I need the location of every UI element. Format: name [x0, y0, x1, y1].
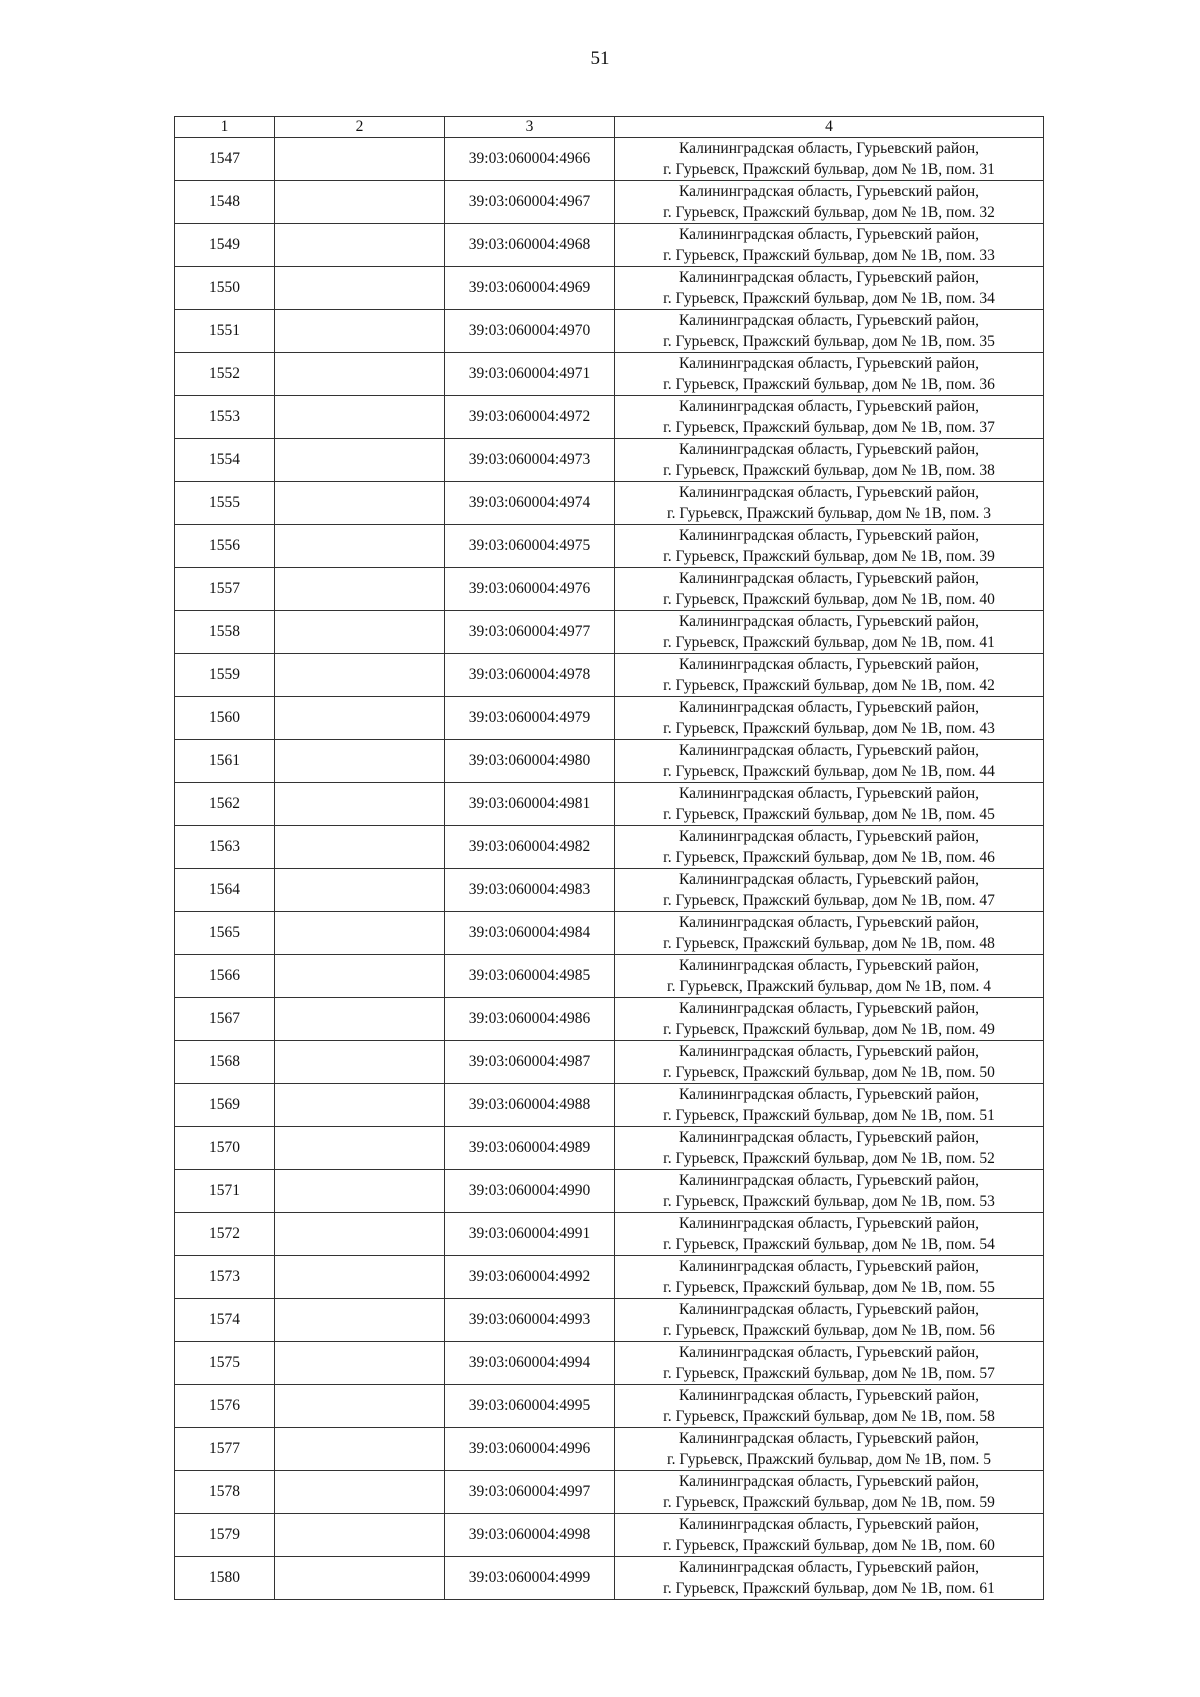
cadastral-number-cell: 39:03:060004:4971 — [445, 353, 615, 396]
cadastral-number-cell: 39:03:060004:4966 — [445, 138, 615, 181]
address-cell — [615, 1213, 1044, 1256]
column-2-cell — [275, 783, 445, 826]
address-line-2: г. Гурьевск, Пражский бульвар, дом № 1В, пом. 58 — [663, 1408, 995, 1425]
address-line-2: г. Гурьевск, Пражский бульвар, дом № 1В, пом. 32 — [663, 204, 995, 221]
cadastral-number-cell: 39:03:060004:4968 — [445, 224, 615, 267]
row-number-cell: 1561 — [175, 740, 275, 783]
row-number-cell: 1574 — [175, 1299, 275, 1342]
row-number-cell: 1576 — [175, 1385, 275, 1428]
table-row — [175, 1471, 1044, 1514]
cadastral-number-cell: 39:03:060004:4985 — [445, 955, 615, 998]
address-cell — [615, 353, 1044, 396]
address-cell — [615, 1170, 1044, 1213]
row-number-cell: 1559 — [175, 654, 275, 697]
address-line-2: г. Гурьевск, Пражский бульвар, дом № 1В, пом. 42 — [663, 677, 995, 694]
cadastral-number-cell: 39:03:060004:4983 — [445, 869, 615, 912]
cadastral-number-cell: 39:03:060004:4982 — [445, 826, 615, 869]
row-number-cell: 1579 — [175, 1514, 275, 1557]
cadastral-number-cell: 39:03:060004:4979 — [445, 697, 615, 740]
table-row — [175, 1256, 1044, 1299]
address-cell — [615, 869, 1044, 912]
address-line-2: г. Гурьевск, Пражский бульвар, дом № 1В, пом. 36 — [663, 376, 995, 393]
column-2-cell — [275, 568, 445, 611]
page-number: 51 — [590, 48, 610, 69]
column-2-cell — [275, 353, 445, 396]
cadastral-number-cell: 39:03:060004:4974 — [445, 482, 615, 525]
row-number-cell: 1580 — [175, 1557, 275, 1600]
column-2-cell — [275, 439, 445, 482]
column-2-cell — [275, 1041, 445, 1084]
address-line-2: г. Гурьевск, Пражский бульвар, дом № 1В, пом. 50 — [663, 1064, 995, 1081]
address-line-2: г. Гурьевск, Пражский бульвар, дом № 1В, пом. 45 — [663, 806, 995, 823]
address-cell — [615, 1557, 1044, 1600]
address-cell — [615, 138, 1044, 181]
address-line-2: г. Гурьевск, Пражский бульвар, дом № 1В, пом. 39 — [663, 548, 995, 565]
row-number-cell: 1553 — [175, 396, 275, 439]
table-row — [175, 1299, 1044, 1342]
table-row — [175, 1385, 1044, 1428]
address-cell — [615, 267, 1044, 310]
column-2-cell — [275, 869, 445, 912]
address-line-1: Калининградская область, Гурьевский район, — [678, 1301, 980, 1318]
table-row — [175, 568, 1044, 611]
address-line-1: Калининградская область, Гурьевский район, — [678, 1258, 980, 1275]
cadastral-number-cell: 39:03:060004:4978 — [445, 654, 615, 697]
address-line-2: г. Гурьевск, Пражский бульвар, дом № 1В, пом. 44 — [663, 763, 995, 780]
table-row — [175, 1041, 1044, 1084]
address-line-2: г. Гурьевск, Пражский бульвар, дом № 1В, пом. 49 — [663, 1021, 995, 1038]
column-2-cell — [275, 654, 445, 697]
cadastral-number-cell: 39:03:060004:4998 — [445, 1514, 615, 1557]
table-row — [175, 783, 1044, 826]
address-cell — [615, 654, 1044, 697]
row-number-cell: 1572 — [175, 1213, 275, 1256]
address-cell — [615, 1514, 1044, 1557]
address-line-2: г. Гурьевск, Пражский бульвар, дом № 1В, пом. 34 — [663, 290, 995, 307]
column-2-cell — [275, 1084, 445, 1127]
table-row — [175, 998, 1044, 1041]
table-row — [175, 181, 1044, 224]
table-row — [175, 912, 1044, 955]
cadastral-number-cell: 39:03:060004:4984 — [445, 912, 615, 955]
address-line-2: г. Гурьевск, Пражский бульвар, дом № 1В, пом. 3 — [667, 505, 991, 522]
column-2-cell — [275, 697, 445, 740]
table-row — [175, 439, 1044, 482]
row-number-cell: 1570 — [175, 1127, 275, 1170]
table-row — [175, 1557, 1044, 1600]
table-row — [175, 138, 1044, 181]
column-2-cell — [275, 396, 445, 439]
address-line-2: г. Гурьевск, Пражский бульвар, дом № 1В, пом. 54 — [663, 1236, 995, 1253]
row-number-cell: 1550 — [175, 267, 275, 310]
cadastral-number-cell: 39:03:060004:4989 — [445, 1127, 615, 1170]
address-line-1: Калининградская область, Гурьевский район, — [678, 1129, 980, 1146]
cadastral-number-cell: 39:03:060004:4969 — [445, 267, 615, 310]
address-cell — [615, 1256, 1044, 1299]
address-line-2: г. Гурьевск, Пражский бульвар, дом № 1В, пом. 41 — [663, 634, 995, 651]
cadastral-number-cell: 39:03:060004:4972 — [445, 396, 615, 439]
address-cell — [615, 1084, 1044, 1127]
column-2-cell — [275, 138, 445, 181]
address-cell — [615, 1471, 1044, 1514]
table-row — [175, 1170, 1044, 1213]
cadastral-number-cell: 39:03:060004:4993 — [445, 1299, 615, 1342]
address-line-1: Калининградская область, Гурьевский район, — [678, 355, 980, 372]
address-line-2: г. Гурьевск, Пражский бульвар, дом № 1В, пом. 59 — [663, 1494, 995, 1511]
column-2-cell — [275, 998, 445, 1041]
cadastral-number-cell: 39:03:060004:4986 — [445, 998, 615, 1041]
column-2-cell — [275, 1299, 445, 1342]
address-cell — [615, 955, 1044, 998]
address-cell — [615, 181, 1044, 224]
column-2-cell — [275, 1213, 445, 1256]
address-line-1: Калининградская область, Гурьевский район, — [678, 1559, 980, 1576]
column-2-cell — [275, 1127, 445, 1170]
table-row — [175, 1514, 1044, 1557]
column-2-cell — [275, 1342, 445, 1385]
address-cell — [615, 396, 1044, 439]
header-col-2: 2 — [275, 117, 445, 138]
address-line-2: г. Гурьевск, Пражский бульвар, дом № 1В, пом. 48 — [663, 935, 995, 952]
address-line-2: г. Гурьевск, Пражский бульвар, дом № 1В, пом. 47 — [663, 892, 995, 909]
header-col-3: 3 — [445, 117, 615, 138]
cadastral-number-cell: 39:03:060004:4987 — [445, 1041, 615, 1084]
row-number-cell: 1556 — [175, 525, 275, 568]
cadastral-number-cell: 39:03:060004:4980 — [445, 740, 615, 783]
address-line-1: Калининградская область, Гурьевский район, — [678, 1516, 980, 1533]
table-row — [175, 482, 1044, 525]
address-line-1: Калининградская область, Гурьевский район, — [678, 484, 980, 501]
row-number-cell: 1547 — [175, 138, 275, 181]
table-row — [175, 611, 1044, 654]
address-line-1: Калининградская область, Гурьевский район, — [678, 1473, 980, 1490]
table-row — [175, 396, 1044, 439]
cadastral-number-cell: 39:03:060004:4992 — [445, 1256, 615, 1299]
cadastral-number-cell: 39:03:060004:4975 — [445, 525, 615, 568]
cadastral-number-cell: 39:03:060004:4994 — [445, 1342, 615, 1385]
column-2-cell — [275, 482, 445, 525]
table-row — [175, 826, 1044, 869]
table-row — [175, 1428, 1044, 1471]
column-2-cell — [275, 740, 445, 783]
column-2-cell — [275, 267, 445, 310]
column-2-cell — [275, 611, 445, 654]
row-number-cell: 1567 — [175, 998, 275, 1041]
row-number-cell: 1573 — [175, 1256, 275, 1299]
address-cell — [615, 482, 1044, 525]
address-line-1: Калининградская область, Гурьевский район, — [678, 957, 980, 974]
address-cell — [615, 697, 1044, 740]
address-line-2: г. Гурьевск, Пражский бульвар, дом № 1В, пом. 31 — [663, 161, 995, 178]
address-cell — [615, 998, 1044, 1041]
address-cell — [615, 740, 1044, 783]
cadastral-number-cell: 39:03:060004:4991 — [445, 1213, 615, 1256]
address-line-1: Калининградская область, Гурьевский район, — [678, 914, 980, 931]
address-line-1: Калининградская область, Гурьевский район, — [678, 312, 980, 329]
row-number-cell: 1555 — [175, 482, 275, 525]
table-row — [175, 654, 1044, 697]
row-number-cell: 1551 — [175, 310, 275, 353]
address-line-2: г. Гурьевск, Пражский бульвар, дом № 1В, пом. 35 — [663, 333, 995, 350]
cadastral-number-cell: 39:03:060004:4997 — [445, 1471, 615, 1514]
address-cell — [615, 783, 1044, 826]
header-col-1: 1 — [175, 117, 275, 138]
address-line-2: г. Гурьевск, Пражский бульвар, дом № 1В, пом. 53 — [663, 1193, 995, 1210]
address-line-2: г. Гурьевск, Пражский бульвар, дом № 1В, пом. 56 — [663, 1322, 995, 1339]
address-line-1: Калининградская область, Гурьевский район, — [678, 699, 980, 716]
column-2-cell — [275, 1514, 445, 1557]
address-line-1: Калининградская область, Гурьевский район, — [678, 828, 980, 845]
address-line-2: г. Гурьевск, Пражский бульвар, дом № 1В, пом. 33 — [663, 247, 995, 264]
address-line-2: г. Гурьевск, Пражский бульвар, дом № 1В, пом. 4 — [667, 978, 991, 995]
row-number-cell: 1564 — [175, 869, 275, 912]
address-cell — [615, 439, 1044, 482]
table-row — [175, 697, 1044, 740]
table-row — [175, 869, 1044, 912]
address-line-1: Калининградская область, Гурьевский район, — [678, 656, 980, 673]
address-cell — [615, 224, 1044, 267]
table-row — [175, 224, 1044, 267]
row-number-cell: 1577 — [175, 1428, 275, 1471]
cadastral-number-cell: 39:03:060004:4967 — [445, 181, 615, 224]
header-col-4: 4 — [615, 117, 1044, 138]
address-line-1: Калининградская область, Гурьевский район, — [678, 742, 980, 759]
address-line-2: г. Гурьевск, Пражский бульвар, дом № 1В, пом. 52 — [663, 1150, 995, 1167]
address-line-1: Калининградская область, Гурьевский район, — [678, 269, 980, 286]
address-line-2: г. Гурьевск, Пражский бульвар, дом № 1В, пом. 60 — [663, 1537, 995, 1554]
row-number-cell: 1549 — [175, 224, 275, 267]
column-2-cell — [275, 181, 445, 224]
address-line-1: Калининградская область, Гурьевский район, — [678, 441, 980, 458]
address-line-1: Калининградская область, Гурьевский район, — [678, 871, 980, 888]
table-row — [175, 353, 1044, 396]
address-line-1: Калининградская область, Гурьевский район, — [678, 183, 980, 200]
address-line-2: г. Гурьевск, Пражский бульвар, дом № 1В, пом. 37 — [663, 419, 995, 436]
address-line-1: Калининградская область, Гурьевский район, — [678, 613, 980, 630]
address-cell — [615, 611, 1044, 654]
row-number-cell: 1575 — [175, 1342, 275, 1385]
table-row — [175, 1127, 1044, 1170]
row-number-cell: 1552 — [175, 353, 275, 396]
row-number-cell: 1563 — [175, 826, 275, 869]
cadastral-number-cell: 39:03:060004:4995 — [445, 1385, 615, 1428]
table-row — [175, 1342, 1044, 1385]
header-row — [175, 117, 1044, 138]
address-line-1: Калининградская область, Гурьевский район, — [678, 1043, 980, 1060]
address-line-2: г. Гурьевск, Пражский бульвар, дом № 1В, пом. 40 — [663, 591, 995, 608]
row-number-cell: 1557 — [175, 568, 275, 611]
column-2-cell — [275, 224, 445, 267]
address-cell — [615, 826, 1044, 869]
address-line-1: Калининградская область, Гурьевский район, — [678, 1430, 980, 1447]
column-2-cell — [275, 525, 445, 568]
table-row — [175, 740, 1044, 783]
column-2-cell — [275, 1256, 445, 1299]
address-cell — [615, 310, 1044, 353]
address-line-2: г. Гурьевск, Пражский бульвар, дом № 1В, пом. 5 — [667, 1451, 991, 1468]
address-line-2: г. Гурьевск, Пражский бульвар, дом № 1В, пом. 57 — [663, 1365, 995, 1382]
row-number-cell: 1554 — [175, 439, 275, 482]
address-line-1: Калининградская область, Гурьевский район, — [678, 527, 980, 544]
column-2-cell — [275, 310, 445, 353]
address-cell — [615, 1299, 1044, 1342]
address-line-2: г. Гурьевск, Пражский бульвар, дом № 1В, пом. 51 — [663, 1107, 995, 1124]
row-number-cell: 1569 — [175, 1084, 275, 1127]
address-cell — [615, 568, 1044, 611]
address-line-1: Калининградская область, Гурьевский район, — [678, 1387, 980, 1404]
row-number-cell: 1566 — [175, 955, 275, 998]
address-line-1: Калининградская область, Гурьевский район, — [678, 1000, 980, 1017]
column-2-cell — [275, 1170, 445, 1213]
address-line-2: г. Гурьевск, Пражский бульвар, дом № 1В, пом. 43 — [663, 720, 995, 737]
address-line-1: Калининградская область, Гурьевский район, — [678, 1215, 980, 1232]
address-line-2: г. Гурьевск, Пражский бульвар, дом № 1В, пом. 38 — [663, 462, 995, 479]
cadastral-number-cell: 39:03:060004:4981 — [445, 783, 615, 826]
table-row — [175, 1213, 1044, 1256]
column-2-cell — [275, 912, 445, 955]
registry-table — [174, 116, 1044, 1600]
address-line-1: Калининградская область, Гурьевский район, — [678, 1086, 980, 1103]
address-line-1: Калининградская область, Гурьевский район, — [678, 140, 980, 157]
address-line-2: г. Гурьевск, Пражский бульвар, дом № 1В, пом. 46 — [663, 849, 995, 866]
address-line-1: Калининградская область, Гурьевский район, — [678, 398, 980, 415]
cadastral-number-cell: 39:03:060004:4973 — [445, 439, 615, 482]
row-number-cell: 1565 — [175, 912, 275, 955]
row-number-cell: 1558 — [175, 611, 275, 654]
address-line-1: Калининградская область, Гурьевский район, — [678, 785, 980, 802]
row-number-cell: 1560 — [175, 697, 275, 740]
address-line-2: г. Гурьевск, Пражский бульвар, дом № 1В, пом. 61 — [663, 1580, 995, 1597]
row-number-cell: 1571 — [175, 1170, 275, 1213]
column-2-cell — [275, 955, 445, 998]
table-row — [175, 525, 1044, 568]
cadastral-number-cell: 39:03:060004:4996 — [445, 1428, 615, 1471]
cadastral-number-cell: 39:03:060004:4988 — [445, 1084, 615, 1127]
address-line-2: г. Гурьевск, Пражский бульвар, дом № 1В, пом. 55 — [663, 1279, 995, 1296]
address-cell — [615, 525, 1044, 568]
cadastral-number-cell: 39:03:060004:4977 — [445, 611, 615, 654]
table-row — [175, 267, 1044, 310]
table-body — [175, 138, 1044, 1600]
cadastral-number-cell: 39:03:060004:4970 — [445, 310, 615, 353]
cadastral-number-cell: 39:03:060004:4976 — [445, 568, 615, 611]
cadastral-number-cell: 39:03:060004:4999 — [445, 1557, 615, 1600]
row-number-cell: 1562 — [175, 783, 275, 826]
address-cell — [615, 1041, 1044, 1084]
table-row — [175, 1084, 1044, 1127]
column-2-cell — [275, 1557, 445, 1600]
address-cell — [615, 1428, 1044, 1471]
row-number-cell: 1548 — [175, 181, 275, 224]
address-cell — [615, 1385, 1044, 1428]
table-row — [175, 955, 1044, 998]
table-row — [175, 310, 1044, 353]
address-line-1: Калининградская область, Гурьевский район, — [678, 226, 980, 243]
row-number-cell: 1578 — [175, 1471, 275, 1514]
column-2-cell — [275, 1385, 445, 1428]
address-cell — [615, 1342, 1044, 1385]
address-cell — [615, 1127, 1044, 1170]
row-number-cell: 1568 — [175, 1041, 275, 1084]
address-line-1: Калининградская область, Гурьевский район, — [678, 1172, 980, 1189]
address-line-1: Калининградская область, Гурьевский район, — [678, 570, 980, 587]
address-cell — [615, 912, 1044, 955]
address-line-1: Калининградская область, Гурьевский район, — [678, 1344, 980, 1361]
column-2-cell — [275, 1428, 445, 1471]
column-2-cell — [275, 1471, 445, 1514]
column-2-cell — [275, 826, 445, 869]
cadastral-number-cell: 39:03:060004:4990 — [445, 1170, 615, 1213]
